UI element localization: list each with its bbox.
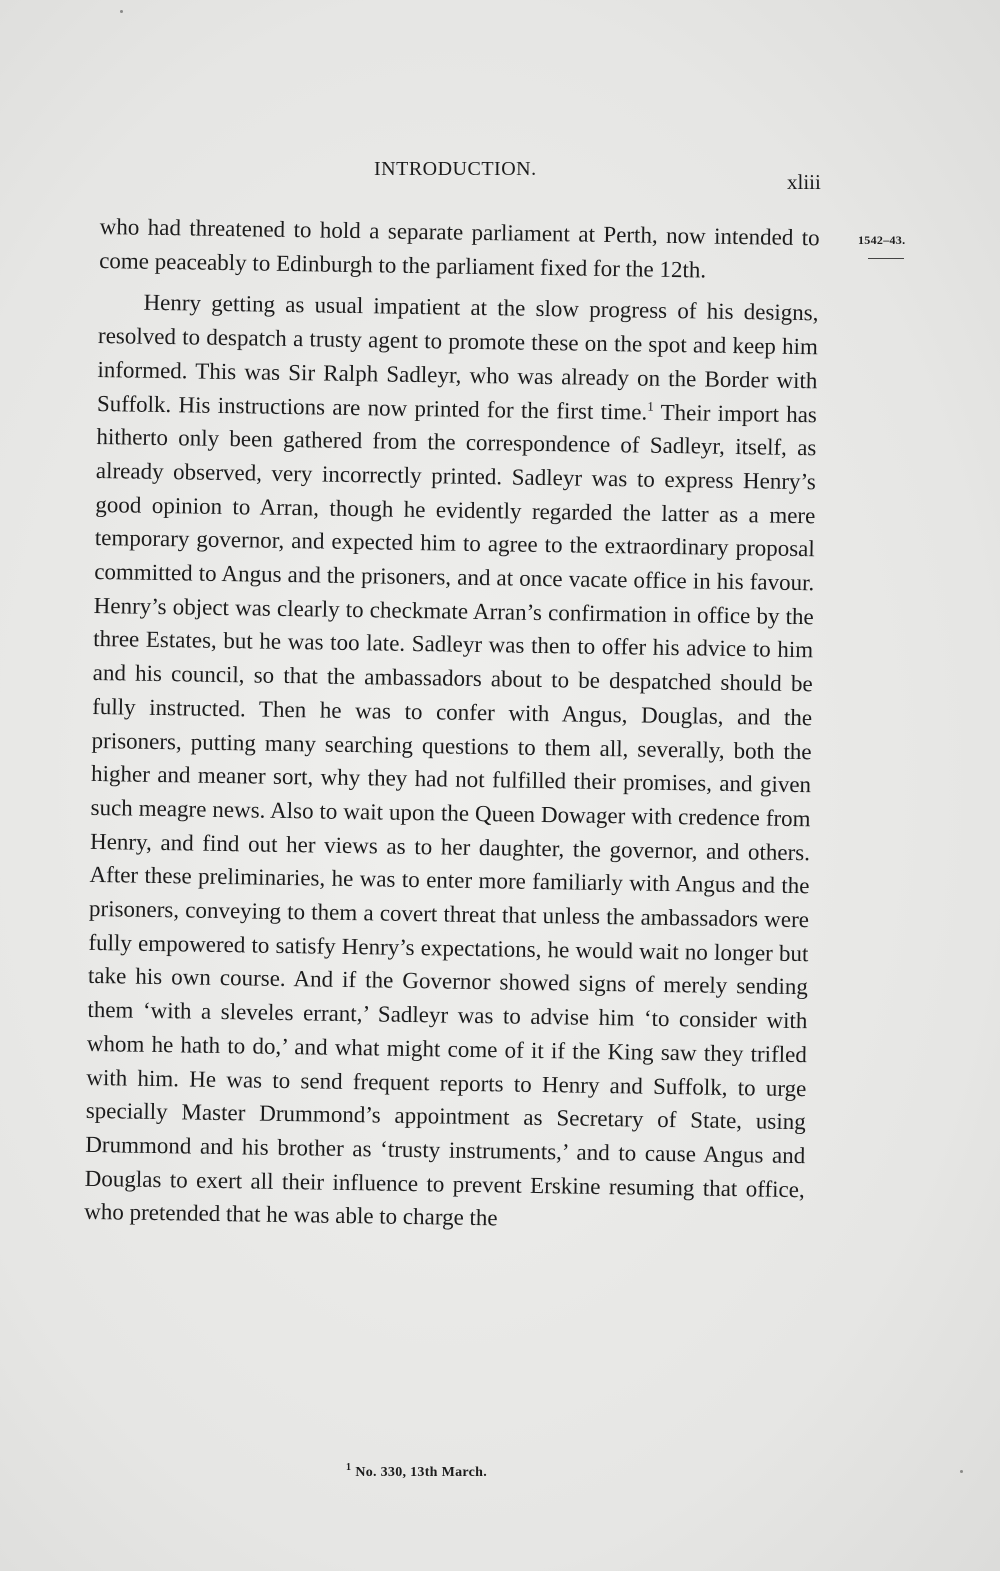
footnote [346, 1462, 487, 1481]
margin-date-note: 1542–43. [858, 233, 906, 247]
paper-speck [960, 1470, 963, 1473]
paper-speck [120, 10, 123, 13]
footnote-reference[interactable]: 1 [647, 398, 654, 414]
paragraph-2-text-end: Their import has hitherto only been gathered from the correspondence of Sadleyr, itself, as already observed, very incorrectly printed. Sadleyr was to express Henry’s good opinion to Arran, though he evidently regarded the latter as a mere temporary governor, and expected him to agree to the extraordinary proposal committed to Angus and the prisoners, and at once vacate office in his favour. Henry’s object was clearly to checkmate Arran’s confirmation in office by the three Estates, but he was too late. Sadleyr was then to offer his advice to him and his council, so that the ambassadors about to be despatched should be fully instructed. Then he was to confer with Angus, Douglas, and the prisoners, putting many searching questions to them all, severally, both the higher and meaner sort, why they had not fulfilled their promises, and given such meagre news. Also to wait upon the Queen Dowager with credence from Henry, and find out her views as to her daughter, the governor, and others. After these preliminaries, he was to enter more familiarly with Angus and the prisoners, conveying to them a covert threat that unless the ambassadors were fully empowered to satisfy Henry’s expectations, he would wait no longer but take his own course. And if the Governor showed signs of merely sending them ‘with a sleveles errant,’ Sadleyr was to advise him ‘to consider with whom he hath to do,’ and what might come of it if the King saw they trifled with him. He was to send frequent reports to Henry and Suffolk, to urge specially Master Drummond’s appointment as Secretary of State, using Drummond and his brother as ‘trusty instruments,’ and to cause Angus and Douglas to exert all their influence to prevent Erskine resuming that office, who pretended that he was able to charge the [84, 399, 818, 1231]
running-head: INTRODUCTION. [374, 158, 537, 180]
paragraph-2 [84, 285, 819, 1240]
paragraph-1: who had threatened to hold a separate parliament at Perth, now intended to come peaceably to Edinburgh to the parliament fixed for the 12th. [99, 213, 820, 283]
paragraph-2-text-start: Henry getting as usual impatient at the slow progress of his designs, resolved to despatch a trusty agent to promote these on the spot and keep him informed. This was Sir Ralph Sadleyr, who was already on the Border with Suffolk. His instructions are now printed for the first time. [96, 290, 819, 425]
footnote-number: 1 [346, 1462, 352, 1473]
body-text [84, 210, 820, 1240]
footnote-text: No. 330, 13th March. [355, 1465, 488, 1480]
margin-rule [868, 258, 904, 259]
page-number: xliii [787, 170, 821, 194]
